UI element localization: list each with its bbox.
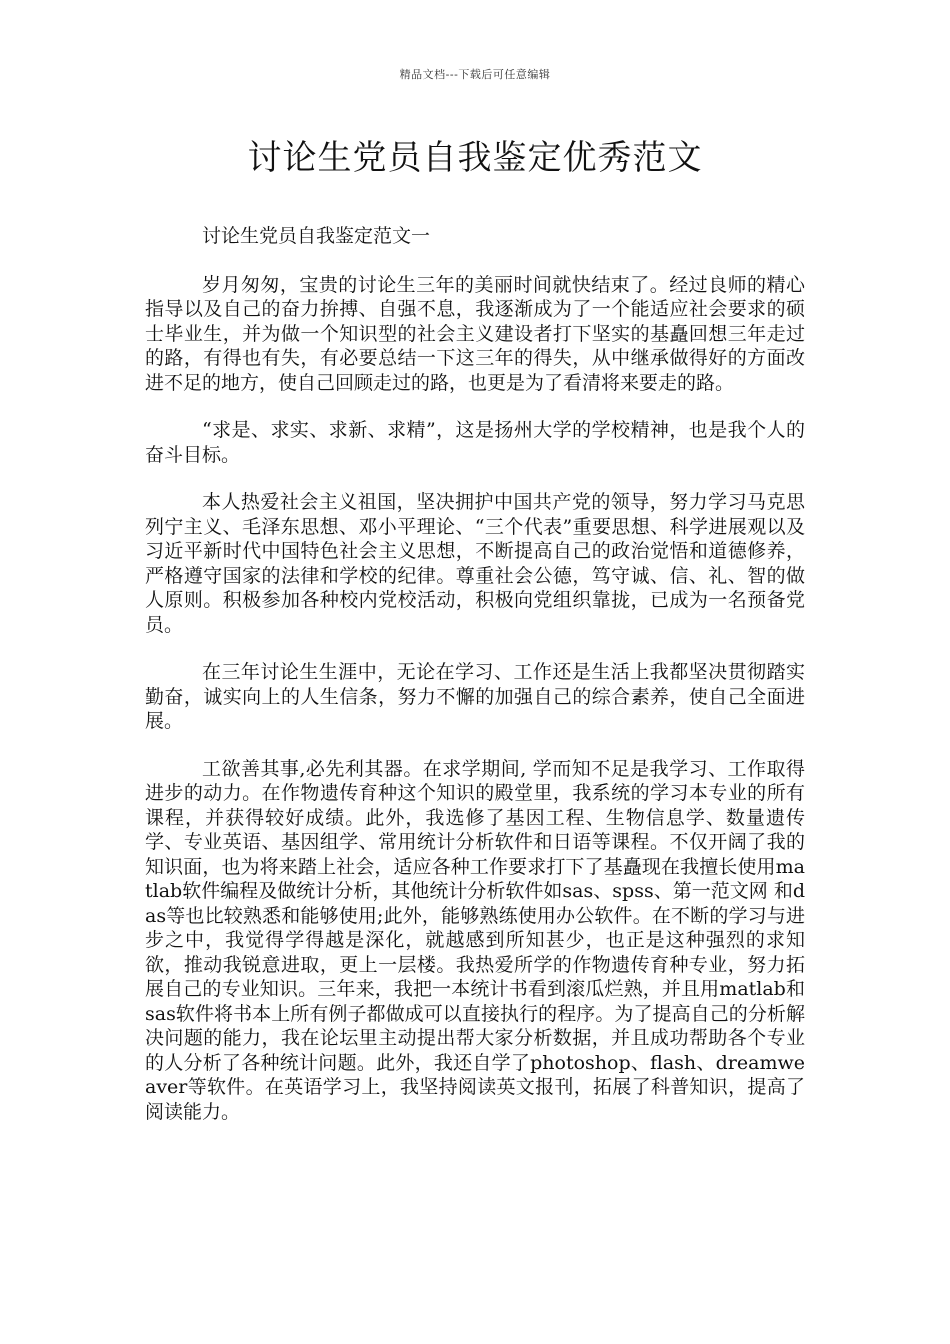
section-heading: 讨论生党员自我鉴定范文一 — [202, 225, 431, 247]
paragraph-5: 工欲善其事,必先利其器。在求学期间, 学而知不足是我学习、工作取得进步的动力。在作物遗传育种这个知识的殿堂里，我系统的学习本专业的所有课程，并获得较好成绩。此外，我选修了基因工程、生物信息学、数量遗传学、专业英语、基因组学、常用统计分析软件和日语等课程。不仅开阔了我的知识面，也为将来踏上社会，适应各种工作要求打下了基矗现在我擅长使用matlab软件编程及做统计分析，其他统计分析软件如sas、spss、第一范文网 和das等也比较熟悉和能够使用;此外，能够熟练使用办公软件。在不断的学习与进步之中，我觉得学得越是深化，就越感到所知甚少，也正是这种强烈的求知欲，推动我锐意进取，更上一层楼。我热爱所学的作物遗传育种专业，努力拓展自己的专业知识。三年来，我把一本统计书看到滚瓜烂熟，并且用matlab和sas软件将书本上所有例子都做成可以直接执行的程序。为了提高自己的分析解决问题的能力，我在论坛里主动提出帮大家分析数据，并且成功帮助各个专业的人分析了各种统计问题。此外，我还自学了photoshop、flash、dreamweaver等软件。在英语学习上，我坚持阅读英文报刊，拓展了科普知识，提高了阅读能力。 — [145, 757, 805, 1123]
paragraph-1: 岁月匆匆，宝贵的讨论生三年的美丽时间就快结束了。经过良师的精心指导以及自己的奋力拚搏、自强不息，我逐渐成为了一个能适应社会要求的硕士毕业生，并为做一个知识型的社会主义建设者打下坚实的基矗回想三年走过的路，有得也有失，有必要总结一下这三年的得失，从中继承做得好的方面改进不足的地方，使自己回顾走过的路，也更是为了看清将来要走的路。 — [145, 273, 805, 394]
document-body — [145, 224, 805, 1147]
paragraph-3: 本人热爱社会主义祖国，坚决拥护中国共产党的领导，努力学习马克思列宁主义、毛泽东思想、邓小平理论、“三个代表”重要思想、科学进展观以及习近平新时代中国特色社会主义思想，不断提高自己的政治觉悟和道德修养，严格遵守国家的法律和学校的纪律。尊重社会公德，笃守诚、信、礼、智的做人原则。积极参加各种校内党校活动，积极向党组织靠拢，已成为一名预备党员。 — [145, 491, 805, 636]
page-header: 精品文档---下载后可任意编辑 — [399, 68, 551, 81]
document-title: 讨论生党员自我鉴定优秀范文 — [247, 138, 703, 178]
paragraph-4: 在三年讨论生生涯中，无论在学习、工作还是生活上我都坚决贯彻踏实勤奋，诚实向上的人生信条，努力不懈的加强自己的综合素养，使自己全面进展。 — [145, 661, 805, 732]
paragraph-2: “求是、求实、求新、求精”，这是扬州大学的学校精神，也是我个人的奋斗目标。 — [145, 419, 805, 466]
